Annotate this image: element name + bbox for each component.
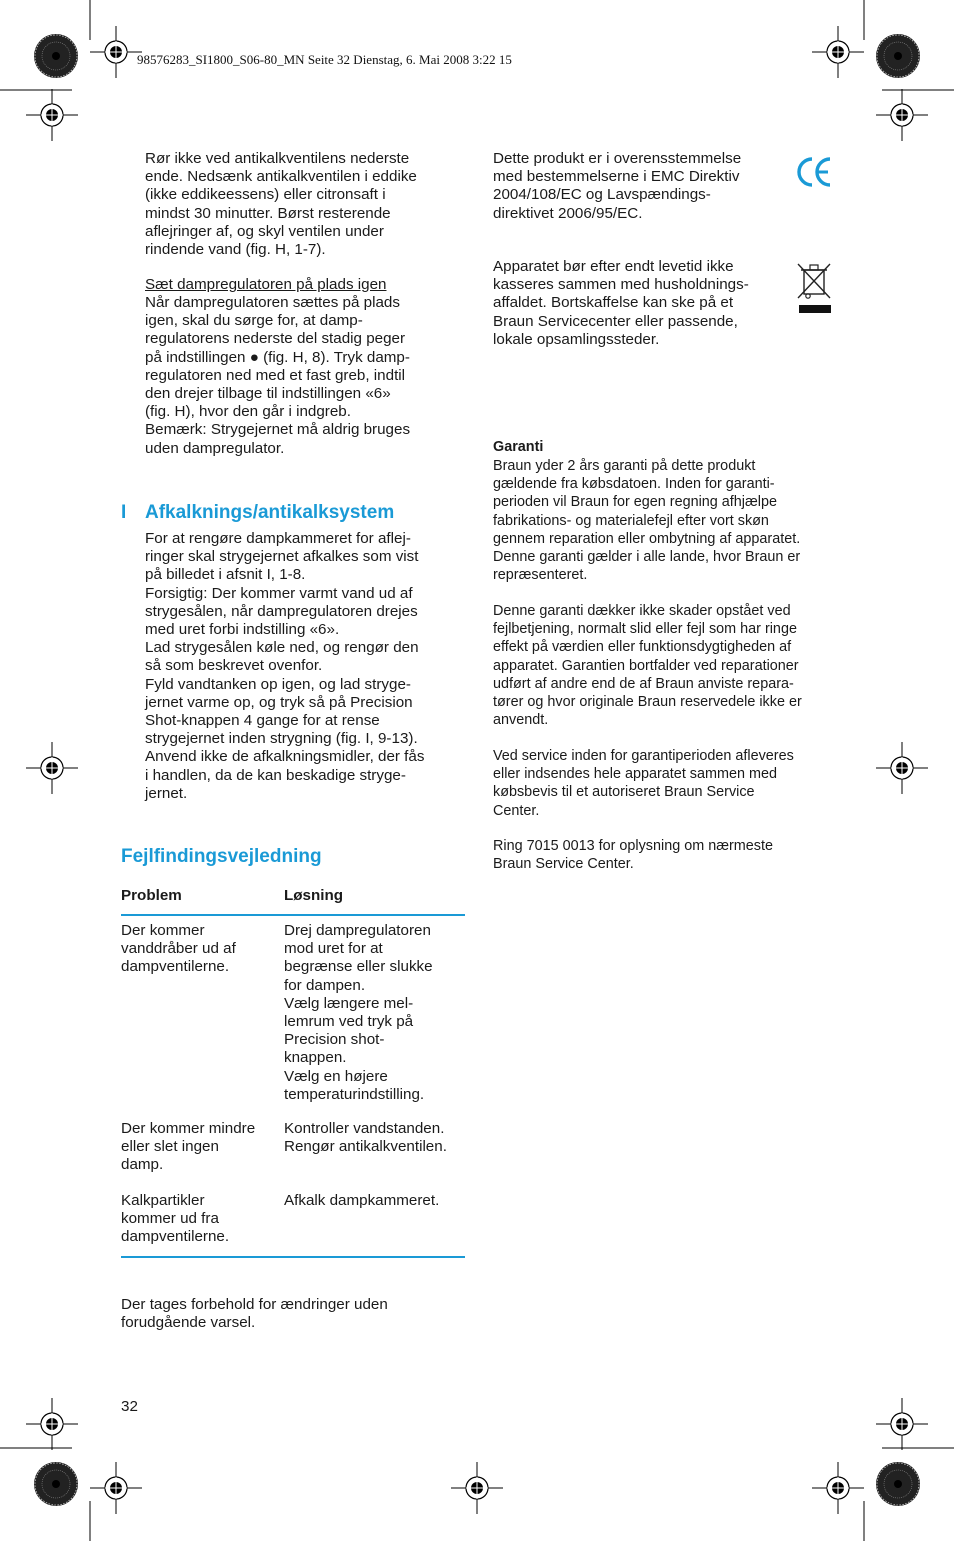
text-line: med uret forbi indstilling «6». — [145, 621, 340, 639]
text-line: strygejernet inden strygning (fig. I, 9-13). — [145, 730, 418, 748]
text-line: Ved service inden for garantiperioden afleveres — [493, 748, 794, 764]
crosshair-icon — [26, 742, 78, 794]
text-line: mod uret for at — [284, 940, 383, 958]
text-line: jernet. — [145, 784, 188, 802]
text-line: fejlbetjening, normalt slid eller fejl som har ringe — [493, 621, 797, 638]
crosshair-icon — [26, 1398, 78, 1450]
warranty-paragraph-3 — [493, 747, 838, 820]
table-header-problem: Problem — [121, 887, 182, 904]
text-line: Rengør antikalkventilen. — [284, 1138, 447, 1156]
text-line: Vælg en højere — [284, 1067, 388, 1085]
text-line: lemrum ved tryk på — [284, 1013, 414, 1031]
text-line: Apparatet bør efter endt levetid ikke — [493, 258, 734, 275]
text-line: dampventilerne. — [121, 1228, 230, 1246]
text-line: Anvend ikke de afkalkningsmidler, der fås — [145, 748, 425, 766]
warranty-paragraph-4 — [493, 837, 838, 873]
text-line: på indstillingen ● (fig. H, 8). Tryk damp- — [145, 348, 410, 366]
antikalk-paragraph — [145, 530, 475, 803]
text-line: Braun Servicecenter eller passende, — [493, 312, 738, 330]
text-line: Rør ikke ved antikalkventilens nederste — [145, 150, 410, 167]
weee-paragraph — [493, 258, 793, 349]
table-row-2-problem — [121, 1120, 255, 1175]
text-line: købsbevis til et autoriseret Braun Service — [493, 784, 755, 801]
crosshair-icon — [812, 1462, 864, 1514]
text-line: Center. — [493, 802, 540, 819]
text-line: ende. Nedsænk antikalkventilen i eddike — [145, 168, 417, 186]
registration-mark-icon — [34, 1462, 78, 1506]
text-line: mindst 30 minutter. Børst resterende — [145, 204, 391, 222]
text-line: med bestemmelserne i EMC Direktiv — [493, 168, 740, 186]
crosshair-icon — [876, 1398, 928, 1450]
text-line: uden dampregulator. — [145, 439, 285, 457]
ce-conformity-paragraph — [493, 150, 793, 223]
text-line: strygesålen, når dampregulatoren drejes — [145, 602, 418, 620]
table-row-1-solution — [284, 922, 433, 1104]
text-line: temperaturindstilling. — [284, 1085, 425, 1103]
descaling-paragraph — [145, 150, 475, 259]
text-line: Der kommer — [121, 922, 205, 939]
text-line: Braun Service Center. — [493, 856, 634, 873]
text-line: Denne garanti dækker ikke skader opstået ved — [493, 603, 791, 619]
text-line: Der tages forbehold for ændringer uden — [121, 1296, 388, 1313]
text-line: eller slet ingen — [121, 1138, 219, 1156]
text-line: i handlen, da de kan beskadige stryge- — [145, 766, 406, 784]
warranty-paragraph-2 — [493, 602, 838, 729]
text-line: Bemærk: Strygejernet må aldrig bruges — [145, 421, 411, 439]
warranty-title: Garanti — [493, 439, 544, 455]
text-line: effekt på værdien eller funktionsdygtigheden af — [493, 639, 792, 656]
text-line: Precision shot- — [284, 1031, 385, 1049]
registration-mark-icon — [34, 34, 78, 78]
text-line: regulatorens nederste del stadig peger — [145, 330, 406, 348]
text-line: repræsenteret. — [493, 567, 588, 584]
crosshair-icon — [90, 26, 142, 78]
table-row-2-solution — [284, 1120, 447, 1156]
text-line: Kalkpartikler — [121, 1192, 205, 1209]
table-header-solution: Løsning — [284, 887, 344, 904]
troubleshooting-title: Fejlfindingsvejledning — [121, 846, 322, 867]
text-line: ringer skal strygejernet afkalkes som vist — [145, 548, 419, 566]
text-line: aflejringer af, og skyl ventilen under — [145, 222, 384, 240]
text-line: apparatet. Garantien bortfalder ved reparationer — [493, 657, 799, 674]
text-line: Når dampregulatoren sættes på plads — [145, 294, 400, 311]
text-line: rindende vand (fig. H, 1-7). — [145, 241, 326, 259]
text-line: så som beskrevet ovenfor. — [145, 657, 323, 675]
text-line: den drejer tilbage til indstillingen «6» — [145, 385, 391, 403]
text-line: Dette produkt er i overensstemmelse — [493, 150, 742, 167]
print-slug: 98576283_SI1800_S06-80_MN Seite 32 Dienstag, 6. Mai 2008 3:22 15 — [137, 52, 512, 67]
section-letter: I — [121, 502, 127, 523]
text-line: Der kommer mindre — [121, 1120, 256, 1137]
text-line: tører og hvor originale Braun reservedele ikke er — [493, 694, 802, 711]
text-line: lokale opsamlingssteder. — [493, 330, 660, 348]
crosshair-icon — [812, 26, 864, 78]
text-line: direktivet 2006/95/EC. — [493, 204, 643, 222]
text-line: Braun yder 2 års garanti på dette produkt — [493, 458, 756, 474]
text-line: Lad strygesålen køle ned, og rengør den — [145, 639, 419, 657]
text-line: for dampen. — [284, 976, 366, 994]
text-line: regulatoren ned med et fast greb, indtil — [145, 366, 406, 384]
table-row-3-problem — [121, 1192, 229, 1247]
text-line: gennem reparation eller ombytning af apparatet. — [493, 530, 801, 547]
text-line: Forsigtig: Der kommer varmt vand ud af — [145, 584, 413, 602]
text-line: damp. — [121, 1156, 164, 1174]
warranty-paragraph-1 — [493, 457, 838, 584]
text-line: eller indsendes hele apparatet sammen med — [493, 766, 777, 783]
crosshair-icon — [876, 742, 928, 794]
table-row-3-solution — [284, 1192, 439, 1210]
text-line: gældende fra købsdatoen. Inden for garanti- — [493, 476, 775, 493]
table-row-1-problem — [121, 922, 236, 977]
text-line: anvendt. — [493, 712, 549, 729]
page-number: 32 — [121, 1398, 138, 1415]
text-line: dampventilerne. — [121, 958, 230, 976]
text-line: forudgående varsel. — [121, 1314, 256, 1332]
text-line: (ikke eddikeessens) eller citronsaft i — [145, 186, 386, 204]
text-line: igen, skal du sørge for, at damp- — [145, 312, 363, 330]
text-line: jernet varme op, og tryk så på Precision — [145, 693, 413, 711]
text-line: kommer ud fra — [121, 1210, 219, 1228]
registration-mark-icon — [876, 1462, 920, 1506]
text-line: kasseres sammen med husholdnings- — [493, 276, 749, 294]
reassembly-paragraph — [145, 294, 475, 458]
ce-mark-icon — [795, 155, 833, 189]
text-line: Ring 7015 0013 for oplysning om nærmeste — [493, 838, 773, 854]
section-title: Afkalknings/antikalksystem — [145, 502, 395, 523]
crossed-bin-icon — [796, 260, 834, 316]
text-line: Drej dampregulatoren — [284, 922, 431, 939]
text-line: udført af andre end de af Braun anviste repara- — [493, 675, 794, 692]
text-line: begrænse eller slukke — [284, 958, 433, 976]
reassembly-title: Sæt dampregulatoren på plads igen — [145, 276, 387, 293]
text-line: knappen. — [284, 1049, 347, 1067]
text-line: 2004/108/EC og Lavspændings- — [493, 186, 711, 204]
text-line: fabrikations- og materialefejl efter vort skøn — [493, 512, 769, 529]
text-line: (fig. H), hvor den går i indgreb. — [145, 403, 351, 421]
disclaimer-note — [121, 1296, 388, 1332]
registration-mark-icon — [876, 34, 920, 78]
text-line: For at rengøre dampkammeret for aflej- — [145, 530, 411, 547]
crosshair-icon — [90, 1462, 142, 1514]
text-line: Vælg længere mel- — [284, 994, 414, 1012]
crosshair-icon — [26, 89, 78, 141]
crosshair-icon — [451, 1462, 503, 1514]
table-top-rule — [121, 914, 465, 916]
text-line: perioden vil Braun for egen regning afhjælpe — [493, 494, 778, 511]
text-line: affaldet. Bortskaffelse kan ske på et — [493, 294, 734, 312]
text-line: vanddråber ud af — [121, 940, 236, 958]
text-line: Afkalk dampkammeret. — [284, 1192, 440, 1209]
text-line: på billedet i afsnit I, 1-8. — [145, 566, 306, 584]
crosshair-icon — [876, 89, 928, 141]
text-line: Fyld vandtanken op igen, og lad stryge- — [145, 675, 411, 693]
table-bottom-rule — [121, 1256, 465, 1258]
text-line: Shot-knappen 4 gange for at rense — [145, 712, 380, 730]
text-line: Denne garanti gælder i alle lande, hvor Braun er — [493, 549, 801, 566]
text-line: Kontroller vandstanden. — [284, 1120, 445, 1137]
